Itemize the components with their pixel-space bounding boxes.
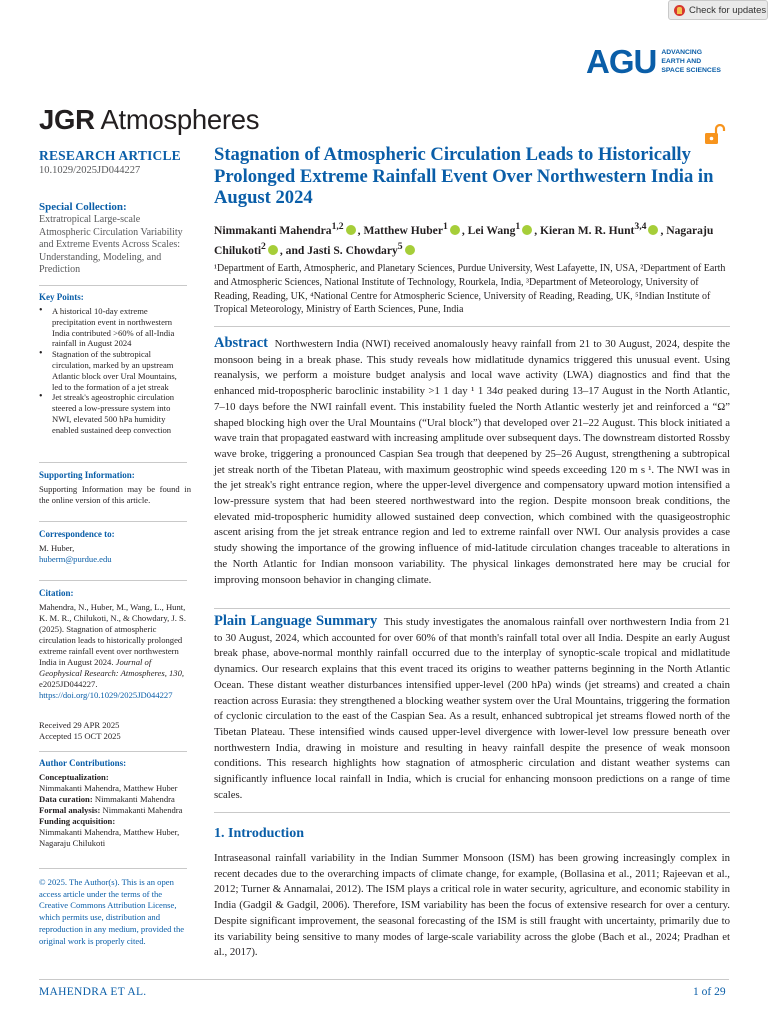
plain-language-summary-text: This study investigates the anomalous rainfall over northwestern India from 21 to 30 August, 2024, which accounted for over 60% of that month's rainfall total over all India. Despite an early August break phase, above-normal monthly rainfall occurred due to the interplay of synoptic-scale tropical and midlatitude dynamics. Our research explains that this event traced its origins to weather patterns beginning in the North Atlantic Ocean. These distant weather disturbances intensified upper-level (200 hPa) winds (jet streams) and created a chain reaction across Eurasia: they strengthened a blocking weather system over the Ural Mountains, triggering the formation of cyclonic circulation to the east of the Caspian Sea. As a result, enhanced subtropical jet streams flowed north of the Tibetan Plateau. These intensified winds caused upper-level divergence with lower-level low pressure beneath over northwestern India, drawing in moisture and resulting in heavy rainfall despite the presence of weak monsoon conditions. This research highlights how stagnation of atmospheric circulation and distant weather systems can significantly influence local rainfall in India, which is crucial for enhancing monsoon predictions on a range of time scales. (214, 616, 730, 801)
contribution-names: Nimmakanti Mahendra, Matthew Huber (39, 783, 178, 793)
sidebar-divider (39, 751, 187, 752)
author-affil-sup: 1 (442, 221, 448, 232)
correspondence-name: M. Huber, (39, 543, 75, 553)
abstract-section (214, 336, 730, 588)
correspondence-heading: Correspondence to: (39, 529, 115, 539)
sidebar-divider (39, 285, 187, 286)
contribution-role: Conceptualization: (39, 772, 109, 782)
contribution-names: Nimmakanti Mahendra, Matthew Huber, Nagaraju Chilukoti (39, 827, 180, 848)
abstract-heading: Abstract (214, 335, 268, 351)
citation-journal: Journal of Geophysical Research: Atmospheres, 130, (39, 657, 185, 678)
journal-title-bold: JGR (39, 104, 95, 135)
sidebar-divider (39, 580, 187, 581)
correspondence-email-link[interactable]: huberm@purdue.edu (39, 554, 112, 564)
introduction-heading: 1. Introduction (214, 826, 304, 841)
orcid-icon[interactable] (522, 225, 532, 235)
agu-tagline-line: SPACE SCIENCES (661, 67, 721, 74)
key-point-item: • Jet streak's ageostrophic circulation steered a low-pressure system into NWI, elevated 500 hPa humidity enabled sustained deep convection (39, 392, 189, 435)
journal-title-rest: Atmospheres (100, 104, 260, 135)
plain-language-summary-heading: Plain Language Summary (214, 613, 378, 629)
journal-title (39, 104, 259, 136)
article-type: RESEARCH ARTICLE (39, 148, 181, 163)
contribution-item (39, 816, 191, 849)
author-name: Matthew Huber (363, 223, 443, 237)
orcid-icon[interactable] (648, 225, 658, 235)
orcid-icon[interactable] (450, 225, 460, 235)
author-affil-sup: 3,4 (634, 221, 647, 232)
agu-tagline-line: EARTH AND (661, 58, 702, 65)
special-collection-heading: Special Collection: (39, 201, 127, 213)
sidebar-header (39, 147, 189, 178)
check-for-updates-button[interactable] (668, 0, 768, 20)
author-name: Kieran M. R. Hunt (540, 223, 635, 237)
contribution-names: Nimmakanti Mahendra (102, 805, 183, 815)
agu-tagline (661, 48, 721, 75)
check-for-updates-label: Check for updates (689, 4, 767, 16)
open-access-lock-icon (703, 124, 727, 146)
introduction-text: Intraseasonal rainfall variability in the Indian Summer Monsoon (ISM) has been growing increasingly complex in recent decades due to the overarching impacts of climate change, for example, (Bollasina et al., 2011; Rajeevan et al., 2012; Turner & Annamalai, 2012). The ISM plays a critical role in water security, agriculture, and economic stability in India (Gadgil & Gadgil, 2006). Therefore, ISM variability has been the focus of extensive research for over a century. Despite significant improvement, the seasonal forecasting of the ISM is still fraught with uncertainty, primarily due to its variability being sensitive to many modes of large-scale variability across the globe (Bach et al., 2024; Pradhan et al., 2017). (214, 852, 730, 959)
contribution-role: Data curation: (39, 794, 93, 804)
key-point-item: • A historical 10-day extreme precipitation event in northwestern India contributed >60% of all-India rainfall in August 2024 (39, 306, 189, 349)
supporting-info-heading: Supporting Information: (39, 470, 135, 480)
key-points-heading: Key Points: (39, 292, 84, 302)
article-doi: 10.1029/2025JD044227 (39, 165, 141, 176)
citation-block (39, 602, 191, 701)
update-badge-icon (674, 5, 685, 16)
orcid-icon[interactable] (405, 245, 415, 255)
abstract-text: Northwestern India (NWI) received anomalously heavy rainfall from 21 to 30 August, 2024, despite the monsoon being in a break phase. This study reveals how midlatitude dynamics triggered this unusual event. Using reanalysis, we perform a moisture budget analysis and local wave activity (LWA) diagnostics and find that the enhanced mid-tropospheric baroclinic instability >1 1 day ¹ 1 34σ peaked during 13–17 August in the North Atlantic, 7–10 days before the NWI rainfall event. This instability fueled the North Atlantic westerly jet and reinforced a “Ω” shaped blocking high over the Ural Mountains (“Ural block”) that developed over 21–22 August. This block initiated a wave train that propagated eastward with increasing amplitude over subsequent days. The downstream distorted Rossby wave broke, triggering a pronounced Caspian Sea trough that deepened by 25–26 August, strengthening a subtropical jet streak north of the Tibetan Plateau, with maximum geostrophic wind speeds exceeding 120 m s ¹. The NWI was in the jet streak's right entrance region, where the upper-level divergence and compensatory upward motion intensified a low-pressure system that had been steered northwestward into the region. Despite monsoon break conditions, the elevated mid-tropospheric humidity allowed sustained deep convection, which combined with the quasigeostrophic ascent arising from the jet streak entrance region and led to extreme rainfall over NWI. Our analysis provides a case study showing the importance of the growing influence of mid-latitude circulation changes traceable to alterations in the North Atlantic for Indian monsoon variability. The physical linkages demonstrated here may be crucial for improving monsoon behavior in changing climate. (214, 338, 730, 586)
sidebar-divider (39, 868, 187, 869)
supporting-info-text: Supporting Information may be found in the online version of this article. (39, 484, 191, 505)
orcid-icon[interactable] (268, 245, 278, 255)
sidebar-divider (39, 462, 187, 463)
author-affil-sup: 1,2 (331, 221, 344, 232)
citation-id: e2025JD044227. (39, 679, 98, 689)
contribution-item (39, 794, 191, 805)
license-text: © 2025. The Author(s). This is an open access article under the terms of the Creative Commons Attribution License, which permits use, distribution and reproduction in any medium, provided the original work is properly cited. (39, 877, 185, 946)
contribution-role: Formal analysis: (39, 805, 101, 815)
agu-mark: AGU (586, 43, 657, 80)
section-divider (214, 812, 730, 813)
section-divider (214, 608, 730, 609)
author-contributions-heading: Author Contributions: (39, 758, 127, 768)
author-list: Nimmakanti Mahendra$^{1,2}$ , Matthew Huber$^1$ , Lei Wang$^1$ , Kieran M. R. Hunt$^{3,4}$ , Nagaraju Chilukoti$^2$ , and Jasti S. Chowdary$^5$ (214, 221, 714, 257)
received-date: Received 29 APR 2025 (39, 720, 120, 730)
accepted-date: Accepted 15 OCT 2025 (39, 731, 121, 741)
author-name: Lei Wang (467, 223, 516, 237)
page-number: 1 of 29 (693, 986, 726, 998)
orcid-icon[interactable] (346, 225, 356, 235)
contribution-role: Funding acquisition: (39, 816, 116, 826)
contribution-item (39, 772, 191, 794)
article-title: Stagnation of Atmospheric Circulation Leads to Historically Prolonged Extreme Rainfall Event Over Northwestern India in August 2024 (214, 144, 714, 208)
author-name: and Jasti S. Chowdary (285, 243, 398, 257)
plain-language-summary-section (214, 614, 730, 803)
author-affil-sup: 1 (515, 221, 521, 232)
key-point-item: • Stagnation of the subtropical circulation, marked by an upstream Atlantic block over Ural Mountains, led to the formation of a jet streak (39, 349, 189, 392)
citation-doi-link[interactable]: https://doi.org/10.1029/2025JD044227 (39, 690, 173, 700)
sidebar-divider (39, 521, 187, 522)
footer-authors: MAHENDRA ET AL. (39, 986, 147, 998)
contribution-item (39, 805, 191, 816)
affiliations: ¹Department of Earth, Atmospheric, and Planetary Sciences, Purdue University, West Lafayette, IN, USA, ²Department of Earth and Atmospheric Sciences, National Institute of Technology, Rourkela, India, ³Department of Meteorology, University of Reading, Reading, UK, ⁴National Centre for Atmospheric Science, University of Reading, Reading, UK, ⁵Indian Institute of Tropical Meteorology, Ministry of Earth Sciences, Pune, India (214, 263, 726, 316)
author-name: Nagaraju Chilukoti (214, 223, 714, 257)
author-contributions-list (39, 772, 191, 849)
author-affil-sup: 5 (397, 240, 403, 252)
citation-heading: Citation: (39, 588, 74, 598)
agu-logo (586, 45, 721, 78)
agu-tagline-line: ADVANCING (661, 49, 702, 56)
key-points-list (39, 306, 189, 436)
special-collection-text: Extratropical Large-scale Atmospheric Circulation Variability and Extreme Events Across Scales: Understanding, Modeling, and Prediction (39, 214, 183, 275)
footer-divider (39, 979, 729, 980)
citation-text: Mahendra, N., Huber, M., Wang, L., Hunt, K. M. R., Chilukoti, N., & Chowdary, J. S. (2025). Stagnation of atmospheric circulation leads to historically prolonged extreme rainfall event over northwestern India in August 2024. (39, 602, 186, 667)
contribution-names: Nimmakanti Mahendra (94, 794, 175, 804)
author-name: Nimmakanti Mahendra (214, 223, 332, 237)
section-divider (214, 326, 730, 327)
author-affil-sup: 2 (261, 240, 266, 252)
